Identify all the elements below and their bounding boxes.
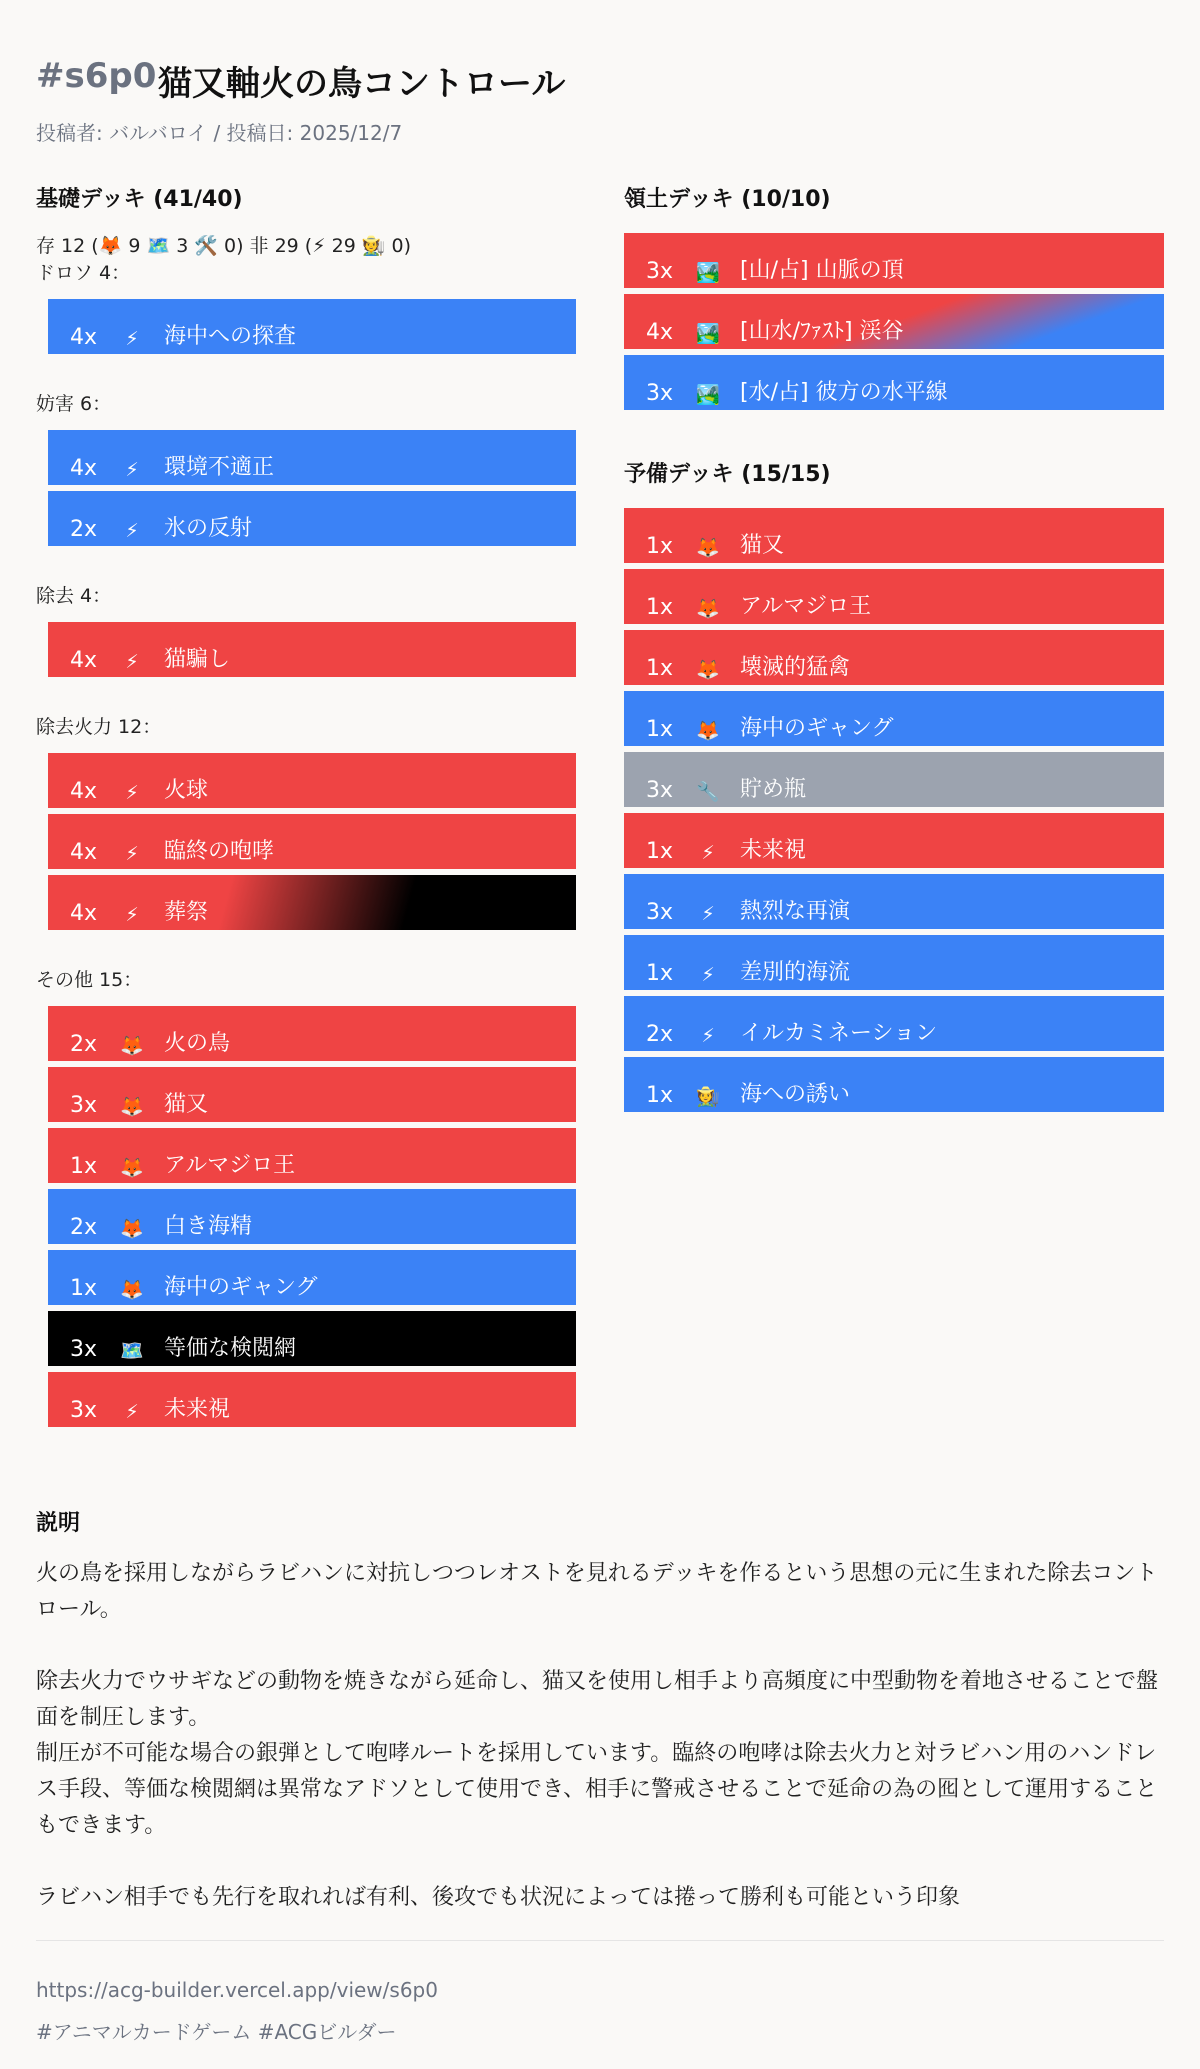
land-deck-title: 領土デッキ (10/10) xyxy=(624,187,831,212)
card-quantity: 4x xyxy=(646,320,674,345)
group-card-list xyxy=(48,622,576,677)
card-quantity: 1x xyxy=(646,717,674,742)
page-title: 猫又軸火の鳥コントロール xyxy=(158,64,566,104)
card-quantity: 3x xyxy=(70,1093,98,1118)
card-row[interactable] xyxy=(624,569,1164,624)
group-card-list xyxy=(48,753,576,930)
deck-id: #s6p0 xyxy=(36,56,157,96)
card-quantity: 2x xyxy=(646,1022,674,1047)
card-quantity: 1x xyxy=(70,1154,98,1179)
description-paragraph: 除去火力でウサギなどの動物を焼きながら延命し、猫又を使用し相手より高頻度に中型動物を着地させることで盤面を制圧します。 xyxy=(36,1669,1159,1730)
deck-summary: 存 12 (🦊 9 🗺️ 3 🛠️ 0) 非 29 (⚡ 29 🧑‍🌾 0) xyxy=(36,235,412,257)
lightning-icon: ⚡ xyxy=(125,904,139,926)
group-label: その他 15： xyxy=(36,969,143,991)
card-name: 熱烈な再演 xyxy=(740,899,851,924)
card-name: 等価な検閲網 xyxy=(164,1336,297,1361)
description-body xyxy=(36,1556,1164,1916)
landscape-icon: 🏞️ xyxy=(696,384,720,406)
card-name: 環境不適正 xyxy=(164,455,275,480)
card-row[interactable] xyxy=(48,430,576,485)
card-quantity: 2x xyxy=(70,517,98,542)
group-label: 妨害 6： xyxy=(36,393,112,415)
group-label: ドロソ 4： xyxy=(36,262,131,284)
card-quantity: 4x xyxy=(70,901,98,926)
group-card-list xyxy=(48,1006,576,1427)
card-quantity: 3x xyxy=(646,381,674,406)
card-name: [山/占] 山脈の頂 xyxy=(740,258,904,283)
card-row[interactable] xyxy=(624,508,1164,563)
card-row[interactable] xyxy=(624,813,1164,868)
card-quantity: 1x xyxy=(646,1083,674,1108)
description-paragraph: 制圧が不可能な場合の銀弾として咆哮ルートを採用しています。臨終の咆哮は除去火力と対ラビハン用のハンドレス手段、等価な検閲網は異常なアドソとして使用でき、相手に警戒させることで延命の為の囮として運用することもできます。 xyxy=(36,1741,1158,1838)
lightning-icon: ⚡ xyxy=(125,459,139,481)
card-quantity: 1x xyxy=(646,961,674,986)
card-name: 氷の反射 xyxy=(164,516,253,541)
description-paragraph: 火の鳥を採用しながらラビハンに対抗しつつレオストを見れるデッキを作るという思想の元に生まれた除去コントロール。 xyxy=(36,1561,1158,1622)
card-quantity: 2x xyxy=(70,1032,98,1057)
card-quantity: 3x xyxy=(646,259,674,284)
lightning-icon: ⚡ xyxy=(125,520,139,542)
fox-icon: 🦊 xyxy=(696,598,720,620)
card-row[interactable] xyxy=(48,1311,576,1366)
share-url[interactable]: https://acg-builder.vercel.app/view/s6p0 xyxy=(36,1978,438,2002)
card-quantity: 3x xyxy=(70,1398,98,1423)
card-row[interactable] xyxy=(48,753,576,808)
card-row[interactable] xyxy=(624,874,1164,929)
group-card-list xyxy=(48,299,576,354)
card-quantity: 1x xyxy=(70,1276,98,1301)
card-row[interactable] xyxy=(48,1250,576,1305)
card-row[interactable] xyxy=(624,630,1164,685)
card-quantity: 3x xyxy=(646,778,674,803)
card-name: 海中のギャング xyxy=(740,716,894,741)
lightning-icon: ⚡ xyxy=(701,964,715,986)
fox-icon: 🦊 xyxy=(120,1096,144,1118)
card-row[interactable] xyxy=(624,294,1164,349)
card-name: [山水/ﾌｧｽﾄ] 渓谷 xyxy=(740,319,904,344)
fox-icon: 🦊 xyxy=(120,1218,144,1240)
card-name: 白き海精 xyxy=(164,1214,253,1239)
card-quantity: 1x xyxy=(646,534,674,559)
card-quantity: 4x xyxy=(70,325,98,350)
card-name: 葬祭 xyxy=(164,900,209,925)
farmer-icon: 🧑‍🌾 xyxy=(696,1086,720,1108)
side-decks-column xyxy=(624,185,1164,1112)
card-name: 猫又 xyxy=(740,533,785,558)
card-row[interactable] xyxy=(624,355,1164,410)
card-name: 猫騙し xyxy=(164,647,231,672)
card-name: 未来視 xyxy=(164,1397,231,1422)
card-row[interactable] xyxy=(624,233,1164,288)
divider xyxy=(36,1940,1164,1941)
card-name: アルマジロ王 xyxy=(164,1153,296,1178)
card-name: 差別的海流 xyxy=(740,960,851,985)
card-name: 海中のギャング xyxy=(164,1275,318,1300)
lightning-icon: ⚡ xyxy=(125,1401,139,1423)
fox-icon: 🦊 xyxy=(696,537,720,559)
lightning-icon: ⚡ xyxy=(125,651,139,673)
lightning-icon: ⚡ xyxy=(701,1025,715,1047)
card-quantity: 1x xyxy=(646,656,674,681)
hashtags[interactable]: #アニマルカードゲーム #ACGビルダー xyxy=(36,2020,397,2044)
card-name: 臨終の咆哮 xyxy=(164,839,275,864)
card-quantity: 1x xyxy=(646,839,674,864)
card-row[interactable] xyxy=(48,1067,576,1122)
card-name: 猫又 xyxy=(164,1092,209,1117)
card-quantity: 3x xyxy=(70,1337,98,1362)
card-row[interactable] xyxy=(48,1006,576,1061)
card-quantity: 3x xyxy=(646,900,674,925)
lightning-icon: ⚡ xyxy=(125,328,139,350)
card-row[interactable] xyxy=(624,935,1164,990)
lightning-icon: ⚡ xyxy=(125,782,139,804)
lightning-icon: ⚡ xyxy=(125,843,139,865)
reserve-deck-title: 予備デッキ (15/15) xyxy=(624,462,831,487)
main-deck-title: 基礎デッキ (41/40) xyxy=(36,187,243,212)
card-row[interactable] xyxy=(48,1372,576,1427)
card-row[interactable] xyxy=(624,691,1164,746)
main-deck-groups xyxy=(36,259,576,1427)
card-quantity: 4x xyxy=(70,648,98,673)
landscape-icon: 🏞️ xyxy=(696,323,720,345)
fox-icon: 🦊 xyxy=(120,1035,144,1057)
card-row[interactable] xyxy=(48,1189,576,1244)
group-card-list xyxy=(48,430,576,546)
blank-line xyxy=(36,1844,1164,1880)
card-quantity: 4x xyxy=(70,779,98,804)
card-name: アルマジロ王 xyxy=(740,594,872,619)
card-name: 海への誘い xyxy=(740,1082,851,1107)
lightning-icon: ⚡ xyxy=(701,903,715,925)
card-name: 海中への探査 xyxy=(164,324,297,349)
landscape-icon: 🏞️ xyxy=(696,262,720,284)
card-quantity: 2x xyxy=(70,1215,98,1240)
card-name: 壊滅的猛禽 xyxy=(740,655,851,680)
lightning-icon: ⚡ xyxy=(701,842,715,864)
card-name: 貯め瓶 xyxy=(740,777,807,802)
card-name: 火の鳥 xyxy=(164,1031,231,1056)
description-paragraph: ラビハン相手でも先行を取れれば有利、後攻でも状況によっては捲って勝利も可能という印象 xyxy=(36,1885,961,1910)
card-row[interactable] xyxy=(48,299,576,354)
description-title: 説明 xyxy=(36,1511,81,1536)
land-deck-list xyxy=(624,233,1164,410)
card-quantity: 1x xyxy=(646,595,674,620)
card-row[interactable] xyxy=(48,814,576,869)
fox-icon: 🦊 xyxy=(696,659,720,681)
wrench-icon: 🔧 xyxy=(696,781,720,803)
card-name: [水/占] 彼方の水平線 xyxy=(740,380,948,405)
fox-icon: 🦊 xyxy=(120,1157,144,1179)
page-header xyxy=(36,54,1164,104)
card-name: 火球 xyxy=(164,778,209,803)
reserve-deck-list xyxy=(624,508,1164,1112)
card-row[interactable] xyxy=(624,752,1164,807)
card-quantity: 4x xyxy=(70,840,98,865)
card-row[interactable] xyxy=(624,996,1164,1051)
blank-line xyxy=(36,1628,1164,1664)
card-name: 未来視 xyxy=(740,838,807,863)
card-quantity: 4x xyxy=(70,456,98,481)
map-icon: 🗺️ xyxy=(120,1340,144,1362)
card-name: イルカミネーション xyxy=(740,1021,938,1046)
card-row[interactable] xyxy=(48,875,576,930)
group-label: 除去火力 12： xyxy=(36,716,162,738)
card-row[interactable] xyxy=(48,622,576,677)
post-meta: 投稿者: バルバロイ / 投稿日: 2025/12/7 xyxy=(36,121,403,145)
card-row[interactable] xyxy=(624,1057,1164,1112)
group-label: 除去 4： xyxy=(36,585,112,607)
fox-icon: 🦊 xyxy=(696,720,720,742)
card-row[interactable] xyxy=(48,491,576,546)
fox-icon: 🦊 xyxy=(120,1279,144,1301)
card-row[interactable] xyxy=(48,1128,576,1183)
main-deck-column xyxy=(36,185,576,1427)
